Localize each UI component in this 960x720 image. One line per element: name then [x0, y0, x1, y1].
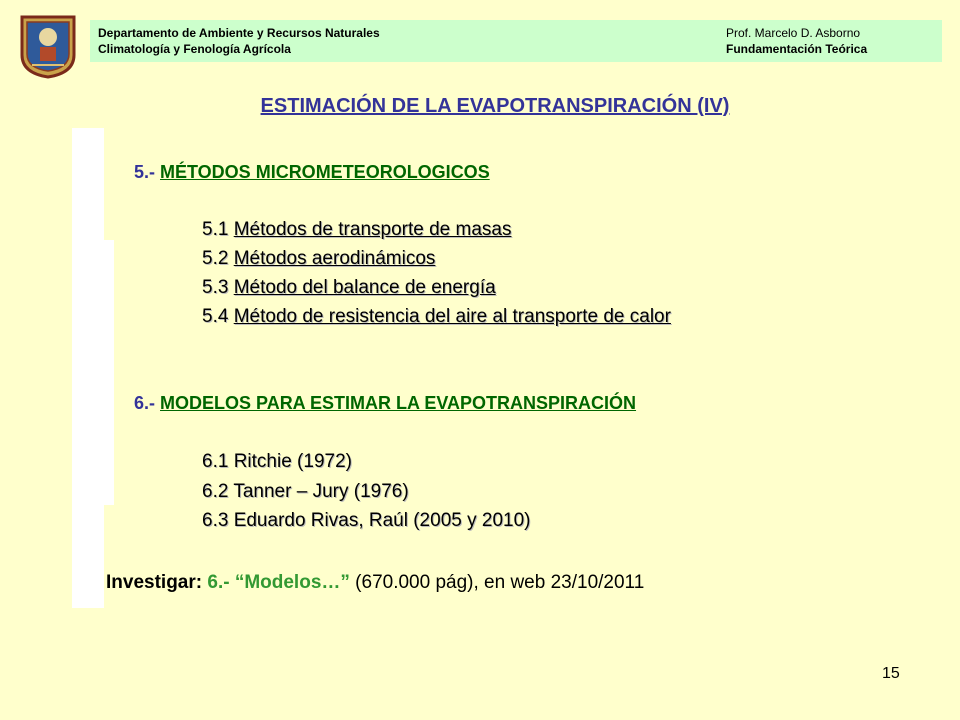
header-professor: Prof. Marcelo D. Asborno	[726, 26, 861, 40]
white-strip-bottom	[72, 505, 104, 608]
item-number: 5.3	[202, 277, 234, 298]
item-link[interactable]: Métodos de transporte de masas	[233, 219, 512, 240]
item-number: 5.1	[202, 219, 234, 240]
page-number: 15	[882, 665, 900, 682]
university-seal-logo	[18, 13, 78, 79]
section-5-heading	[134, 162, 490, 183]
item-number: 5.2	[202, 248, 234, 269]
note-prefix: Investigar:	[106, 572, 208, 593]
item-number: 5.4	[202, 306, 234, 327]
list-item	[202, 306, 671, 328]
item-link[interactable]: Métodos aerodinámicos	[233, 248, 436, 269]
white-strip-middle	[72, 240, 114, 505]
item-link[interactable]: Método del balance de energía	[233, 277, 496, 298]
list-item: 6.1 Ritchie (1972)	[202, 451, 352, 472]
header-department: Departamento de Ambiente y Recursos Naturales	[98, 26, 380, 40]
section-6-link[interactable]: MODELOS PARA ESTIMAR LA EVAPOTRANSPIRACIÓN	[160, 393, 637, 413]
list-item	[202, 219, 511, 241]
section-5-number: 5.-	[134, 162, 161, 182]
section-6-number: 6.-	[134, 393, 161, 413]
note-suffix: (670.000 pág), en web 23/10/2011	[349, 572, 645, 593]
list-item: 6.3 Eduardo Rivas, Raúl (2005 y 2010)	[202, 510, 531, 531]
list-item	[202, 277, 496, 299]
white-strip-top	[72, 128, 104, 240]
header-subject: Fundamentación Teórica	[726, 42, 868, 56]
section-5-link[interactable]: MÉTODOS MICROMETEOROLOGICOS	[160, 162, 490, 182]
note-reference: 6.- “Modelos…”	[207, 572, 350, 593]
header-course: Climatología y Fenología Agrícola	[98, 42, 291, 56]
page-title: ESTIMACIÓN DE LA EVAPOTRANSPIRACIÓN (IV)	[260, 95, 730, 117]
research-note	[106, 572, 644, 594]
item-link[interactable]: Método de resistencia del aire al transporte de calor	[233, 306, 671, 327]
list-item: 6.2 Tanner – Jury (1976)	[202, 481, 409, 502]
section-6-heading	[134, 393, 636, 414]
list-item	[202, 248, 435, 270]
